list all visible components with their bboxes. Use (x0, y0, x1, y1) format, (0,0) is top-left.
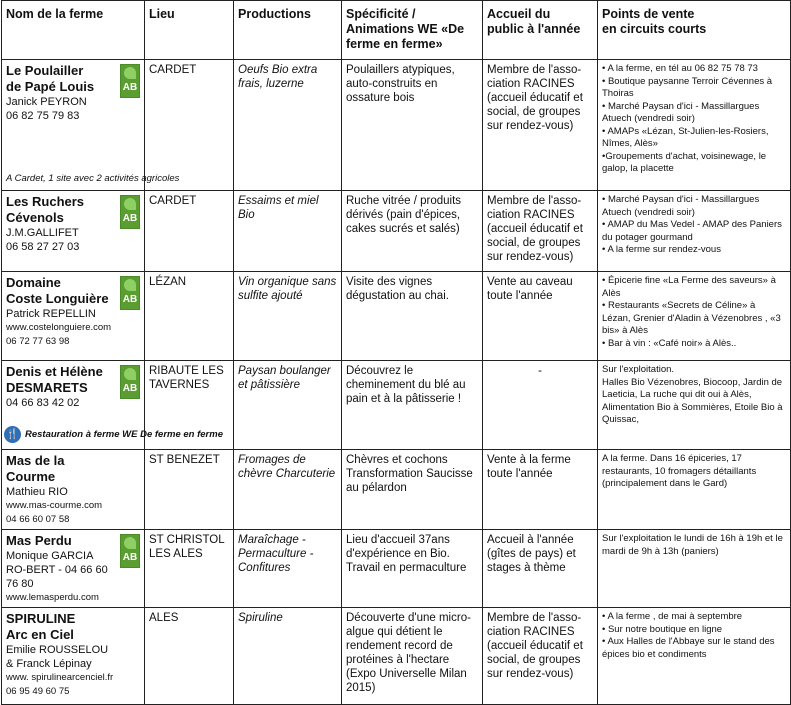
welcome-cell: Membre de l'asso-ciation RACINES (accueil éducatif et social, de groupes sur rendez-vous) (483, 608, 598, 705)
sales-item: • A la ferme, en tél au 06 82 75 78 73 (602, 63, 758, 74)
specificity-cell: Découverte d'une micro-algue qui détient le rendement record de protéines à l'hectare (Expo Universelle Milan 2015) (342, 608, 483, 705)
farm-website: www.mas-courme.com (6, 500, 103, 511)
farm-name: Denis et Hélène (6, 364, 103, 379)
sales-item: •Groupements d'achat, voisinewage, le galop, la placette (602, 150, 767, 174)
place-cell: CARDET (145, 191, 234, 272)
table-row (2, 60, 791, 191)
place-cell: RIBAUTE LES TAVERNES (145, 361, 234, 450)
farm-website: www.costelonguiere.com (6, 322, 112, 333)
specificity-cell: Poulaillers atypiques, auto-construits en ossature bois (342, 60, 483, 191)
header-place: Lieu (145, 1, 234, 60)
farm-name-cell (2, 272, 145, 361)
place-cell: ST BENEZET (145, 450, 234, 530)
farm-name-cell (2, 60, 180, 191)
farm-name: Arc en Ciel (6, 627, 74, 642)
organic-label-icon: AB (120, 534, 140, 568)
sales-item: • Marché Paysan d'ici - Massillargues Atuech (vendredi soir) (602, 100, 760, 124)
welcome-cell: Accueil à l'année (gîtes de pays) et stages à thème (483, 530, 598, 608)
cutlery-icon: 🍴 (4, 426, 21, 443)
sales-item: Halles Bio Vézenobres, Biocoop, Jardin de Laeticia, La ruche qui dit oui à Alès, Alimentation Bio à Sommières, Etoile Bio à Quissac, (602, 376, 783, 425)
farm-contact: Mathieu RIO (6, 486, 68, 498)
organic-label-icon: AB (120, 64, 140, 98)
place-cell: ALES (145, 608, 234, 705)
table-row (2, 191, 791, 272)
sales-item: • Bar à vin : «Café noir» à Alès.. (602, 337, 737, 349)
sales-cell (598, 530, 791, 608)
farm-name: Domaine (6, 275, 61, 290)
specificity-cell: Découvrez le cheminement du blé au pain et à la pâtisserie ! (342, 361, 483, 450)
table-row (2, 361, 791, 450)
farm-contact: Janick PEYRON (6, 96, 87, 108)
productions-cell: Maraîchage - Permaculture - Confitures (234, 530, 342, 608)
farm-contact: Patrick REPELLIN (6, 308, 96, 320)
farm-name: de Papé Louis (6, 79, 95, 94)
sales-cell (598, 272, 791, 361)
farm-name: Coste Longuière (6, 291, 109, 306)
header-productions: Productions (234, 1, 342, 60)
organic-label-icon: AB (120, 365, 140, 399)
productions-cell: Essaims et miel Bio (234, 191, 342, 272)
organic-label-icon: AB (120, 276, 140, 310)
farm-contact: Monique GARCIA RO-BERT - 04 66 60 76 80 (6, 550, 108, 590)
header-specificity: Spécificité / Animations WE «De ferme en ferme» (342, 1, 483, 60)
sales-item: • Sur notre boutique en ligne (602, 623, 723, 635)
farm-name: DESMARETS (6, 380, 88, 395)
productions-cell: Paysan boulanger et pâtissière (234, 361, 342, 450)
productions-cell: Vin organique sans sulfite ajouté (234, 272, 342, 361)
farm-contact: & Franck Lépinay (6, 658, 92, 670)
sales-item: Sur l'exploitation. (602, 364, 675, 375)
table-row (2, 272, 791, 361)
sales-item: Sur l'exploitation le lundi de 16h à 19h et le mardi de 9h à 13h (paniers) (602, 533, 783, 557)
place-cell: LÉZAN (145, 272, 234, 361)
organic-label-icon: AB (120, 195, 140, 229)
sales-item: A la ferme. Dans 16 épiceries, 17 restaurants, 10 fromagers détaillants (principalement dans le Gard) (602, 453, 757, 489)
header-welcome: Accueil du public à l'année (483, 1, 598, 60)
farm-phone: 04 66 60 07 58 (6, 514, 70, 525)
sales-cell (598, 60, 791, 191)
sales-cell (598, 361, 791, 450)
farm-name-cell (2, 191, 145, 272)
sales-item: • AMAPs «Lézan, St-Julien-les-Rosiers, Nîmes, Alès» (602, 125, 769, 149)
farm-contact: J.M.GALLIFET (6, 227, 79, 239)
productions-cell: Fromages de chèvre Charcuterie (234, 450, 342, 530)
welcome-cell: Vente à la ferme toute l'année (483, 450, 598, 530)
farm-name: SPIRULINE (6, 611, 76, 626)
farm-contact: Emilie ROUSSELOU (6, 644, 109, 656)
farm-name-cell (2, 530, 145, 608)
welcome-cell: - (483, 361, 598, 450)
header-name: Nom de la ferme (2, 1, 145, 60)
sales-item: • AMAP du Mas Vedel - AMAP des Paniers du potager gourmand (602, 219, 782, 243)
specificity-cell: Visite des vignes dégustation au chai. (342, 272, 483, 361)
table-row (2, 608, 791, 705)
specificity-cell: Ruche vitrée / produits dérivés (pain d'épices, cakes sucrés et salés) (342, 191, 483, 272)
header-sales: Points de vente en circuits courts (598, 1, 791, 60)
sales-item: • Épicerie fine «La Ferme des saveurs» à Alès (602, 275, 776, 299)
place-cell: ST CHRISTOL LES ALES (145, 530, 234, 608)
productions-cell: Oeufs Bio extra frais, luzerne (234, 60, 342, 191)
farm-note: A Cardet, 1 site avec 2 activités agricoles (6, 173, 180, 184)
sales-cell (598, 450, 791, 530)
farm-name: Mas Perdu (6, 533, 72, 548)
sales-item: • Restaurants «Secrets de Céline» à Lézan, Grenier d'Aladin à Vézenobres , «3 bis» à Alès (602, 300, 781, 336)
sales-item: • A la ferme sur rendez-vous (602, 244, 721, 255)
welcome-cell: Membre de l'asso-ciation RACINES (accueil éducatif et social, de groupes sur rendez-vous) (483, 191, 598, 272)
restaurant-note: 🍴 Restauration à ferme WE De ferme en ferme (4, 426, 223, 443)
farm-name-cell (2, 450, 145, 530)
farm-name-cell (2, 608, 145, 705)
farm-phone: 06 95 49 60 75 (6, 686, 70, 697)
specificity-cell: Chèvres et cochons Transformation Saucisse au pélardon (342, 450, 483, 530)
sales-item: • Boutique paysanne Terroir Cévennes à Thoiras (602, 75, 773, 99)
table-row (2, 530, 791, 608)
sales-cell (598, 608, 791, 705)
header-row (2, 1, 791, 60)
sales-item: • Marché Paysan d'ici - Massillargues Atuech (vendredi soir) (602, 194, 760, 218)
farm-name: Le Poulailler (6, 63, 84, 78)
farm-phone: 06 58 27 27 03 (6, 241, 80, 253)
farm-name: Cévenols (6, 210, 64, 225)
sales-item: • A la ferme , de mai à septembre (602, 611, 743, 622)
specificity-cell: Lieu d'accueil 37ans d'expérience en Bio. Travail en permaculture (342, 530, 483, 608)
farm-name: Mas de la Courme (6, 453, 65, 484)
farm-phone: 06 72 77 63 98 (6, 336, 70, 347)
welcome-cell: Membre de l'asso-ciation RACINES (accueil éducatif et social, de groupes sur rendez-vous) (483, 60, 598, 191)
farm-table (1, 0, 791, 705)
place-cell: CARDET (145, 60, 234, 191)
farm-website: www.lemasperdu.com (6, 592, 99, 603)
farm-phone: 04 66 83 42 02 (6, 397, 80, 409)
farm-name: Les Ruchers (6, 194, 85, 209)
sales-item: • Aux Halles de l'Abbaye sur le stand des épices bio et condiments (602, 636, 775, 660)
welcome-cell: Vente au caveau toute l'année (483, 272, 598, 361)
productions-cell: Spiruline (234, 608, 342, 705)
farm-website: www. spirulinearcenciel.fr (6, 672, 114, 683)
table-row (2, 450, 791, 530)
sales-cell (598, 191, 791, 272)
farm-phone: 06 82 75 79 83 (6, 110, 80, 122)
